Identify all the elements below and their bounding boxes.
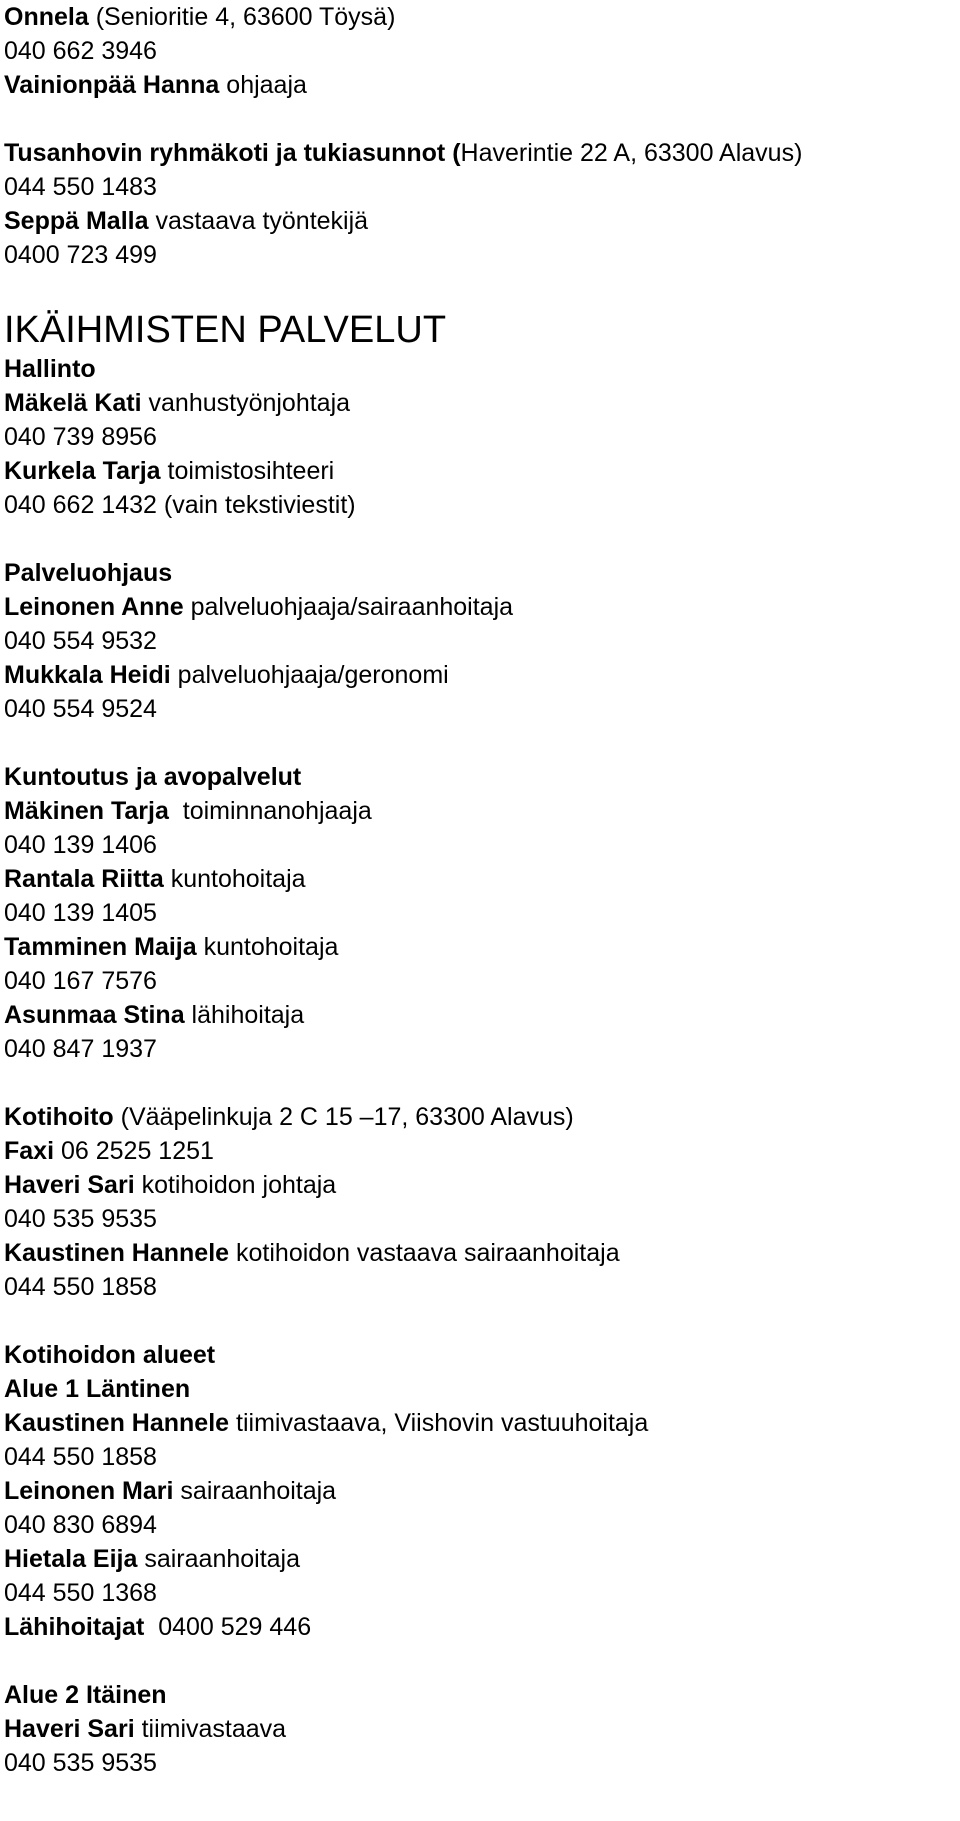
person-phone: 044 550 1368: [4, 1579, 157, 1607]
person-role: tiimivastaava, Viishovin vastuuhoitaja: [229, 1409, 649, 1437]
contact-name: Seppä Malla: [4, 207, 149, 235]
person-line: [4, 1168, 954, 1202]
person-line: [4, 1712, 954, 1746]
person-phone: 044 550 1858: [4, 1273, 157, 1301]
person-role: sairaanhoitaja: [173, 1477, 337, 1505]
person-name: Asunmaa Stina: [4, 1001, 185, 1029]
person-phone: 040 554 9532: [4, 627, 157, 655]
person-name: Hietala Eija: [4, 1545, 138, 1573]
onnela-name: Onnela: [4, 3, 89, 31]
person-phone: 040 139 1406: [4, 831, 157, 859]
tusanhovi-contact: [4, 204, 954, 238]
person-line: [4, 862, 954, 896]
person-phone: 040 847 1937: [4, 1035, 157, 1063]
person-name: Kaustinen Hannele: [4, 1409, 230, 1437]
person-role: kotihoidon johtaja: [134, 1171, 337, 1199]
onnela-heading: [4, 0, 954, 34]
person-name: Kurkela Tarja: [4, 457, 161, 485]
person-phone: 040 535 9535: [4, 1749, 157, 1777]
person-line: [4, 386, 954, 420]
person-name: Rantala Riitta: [4, 865, 164, 893]
spacer: [4, 522, 954, 556]
fax-line: [4, 1134, 954, 1168]
person-role: toiminnanohjaaja: [168, 797, 372, 825]
contact-role: vastaava työntekijä: [148, 207, 369, 235]
spacer: [4, 1066, 954, 1100]
onnela-address: (Senioritie 4, 63600 Töysä): [88, 3, 396, 31]
person-line: [4, 590, 954, 624]
person-name: Leinonen Mari: [4, 1477, 174, 1505]
person-line: [4, 1236, 954, 1270]
person-phone: 040 167 7576: [4, 967, 157, 995]
person-name: Mukkala Heidi: [4, 661, 171, 689]
person-role: kotihoidon vastaava sairaanhoitaja: [229, 1239, 620, 1267]
lahihoitajat-phone: 0400 529 446: [144, 1613, 312, 1641]
person-name: Haveri Sari: [4, 1715, 135, 1743]
person-role: toimistosihteeri: [160, 457, 335, 485]
palveluohjaus-heading: Palveluohjaus: [4, 559, 173, 587]
tusanhovi-heading: [4, 136, 954, 170]
onnela-contact: [4, 68, 954, 102]
tusanhovi-phone: 044 550 1483: [4, 173, 157, 201]
fax-label: Faxi: [4, 1137, 55, 1165]
spacer: [4, 102, 954, 136]
lahihoitajat-label: Lähihoitajat: [4, 1613, 145, 1641]
person-line: [4, 1406, 954, 1440]
spacer: [4, 726, 954, 760]
fax-number: 06 2525 1251: [54, 1137, 214, 1165]
kotihoito-heading: [4, 1100, 954, 1134]
person-line: [4, 930, 954, 964]
area2-title: Alue 2 Itäinen: [4, 1681, 167, 1709]
spacer: [4, 1304, 954, 1338]
person-role: kuntohoitaja: [196, 933, 339, 961]
person-name: Haveri Sari: [4, 1171, 135, 1199]
spacer: [4, 1644, 954, 1678]
kotihoito-address: (Vääpelinkuja 2 C 15 –17, 63300 Alavus): [113, 1103, 574, 1131]
person-role: tiimivastaava: [134, 1715, 287, 1743]
person-name: Mäkelä Kati: [4, 389, 142, 417]
person-line: [4, 794, 954, 828]
person-line: [4, 1474, 954, 1508]
person-name: Mäkinen Tarja: [4, 797, 169, 825]
lahihoitajat-line: [4, 1610, 954, 1644]
person-line: [4, 998, 954, 1032]
alueet-heading: Kotihoidon alueet: [4, 1341, 216, 1369]
person-phone: 044 550 1858: [4, 1443, 157, 1471]
person-phone: 040 739 8956: [4, 423, 157, 451]
kotihoito-title: Kotihoito: [4, 1103, 114, 1131]
section-title: IKÄIHMISTEN PALVELUT: [4, 309, 447, 351]
tusanhovi-address: Haverintie 22 A, 63300 Alavus): [460, 139, 803, 167]
person-phone: 040 662 1432 (vain tekstiviestit): [4, 491, 356, 519]
contact-name: Vainionpää Hanna: [4, 71, 220, 99]
person-line: [4, 454, 954, 488]
person-role: palveluohjaaja/sairaanhoitaja: [183, 593, 514, 621]
person-phone: 040 139 1405: [4, 899, 157, 927]
kuntoutus-heading: Kuntoutus ja avopalvelut: [4, 763, 302, 791]
area1-title: Alue 1 Läntinen: [4, 1375, 191, 1403]
person-role: kuntohoitaja: [163, 865, 306, 893]
person-phone: 040 554 9524: [4, 695, 157, 723]
person-name: Kaustinen Hannele: [4, 1239, 230, 1267]
person-name: Tamminen Maija: [4, 933, 197, 961]
onnela-phone: 040 662 3946: [4, 37, 157, 65]
person-line: [4, 1542, 954, 1576]
person-role: palveluohjaaja/geronomi: [170, 661, 449, 689]
tusanhovi-contact-phone: 0400 723 499: [4, 241, 157, 269]
person-role: vanhustyönjohtaja: [141, 389, 351, 417]
tusanhovi-name: Tusanhovin ryhmäkoti ja tukiasunnot (: [4, 139, 461, 167]
spacer: [4, 272, 954, 308]
hallinto-heading: Hallinto: [4, 355, 96, 383]
person-role: lähihoitaja: [184, 1001, 305, 1029]
person-phone: 040 535 9535: [4, 1205, 157, 1233]
document-page: [4, 0, 954, 1780]
person-phone: 040 830 6894: [4, 1511, 157, 1539]
person-line: [4, 658, 954, 692]
person-role: sairaanhoitaja: [137, 1545, 301, 1573]
contact-role: ohjaaja: [219, 71, 307, 99]
person-name: Leinonen Anne: [4, 593, 184, 621]
